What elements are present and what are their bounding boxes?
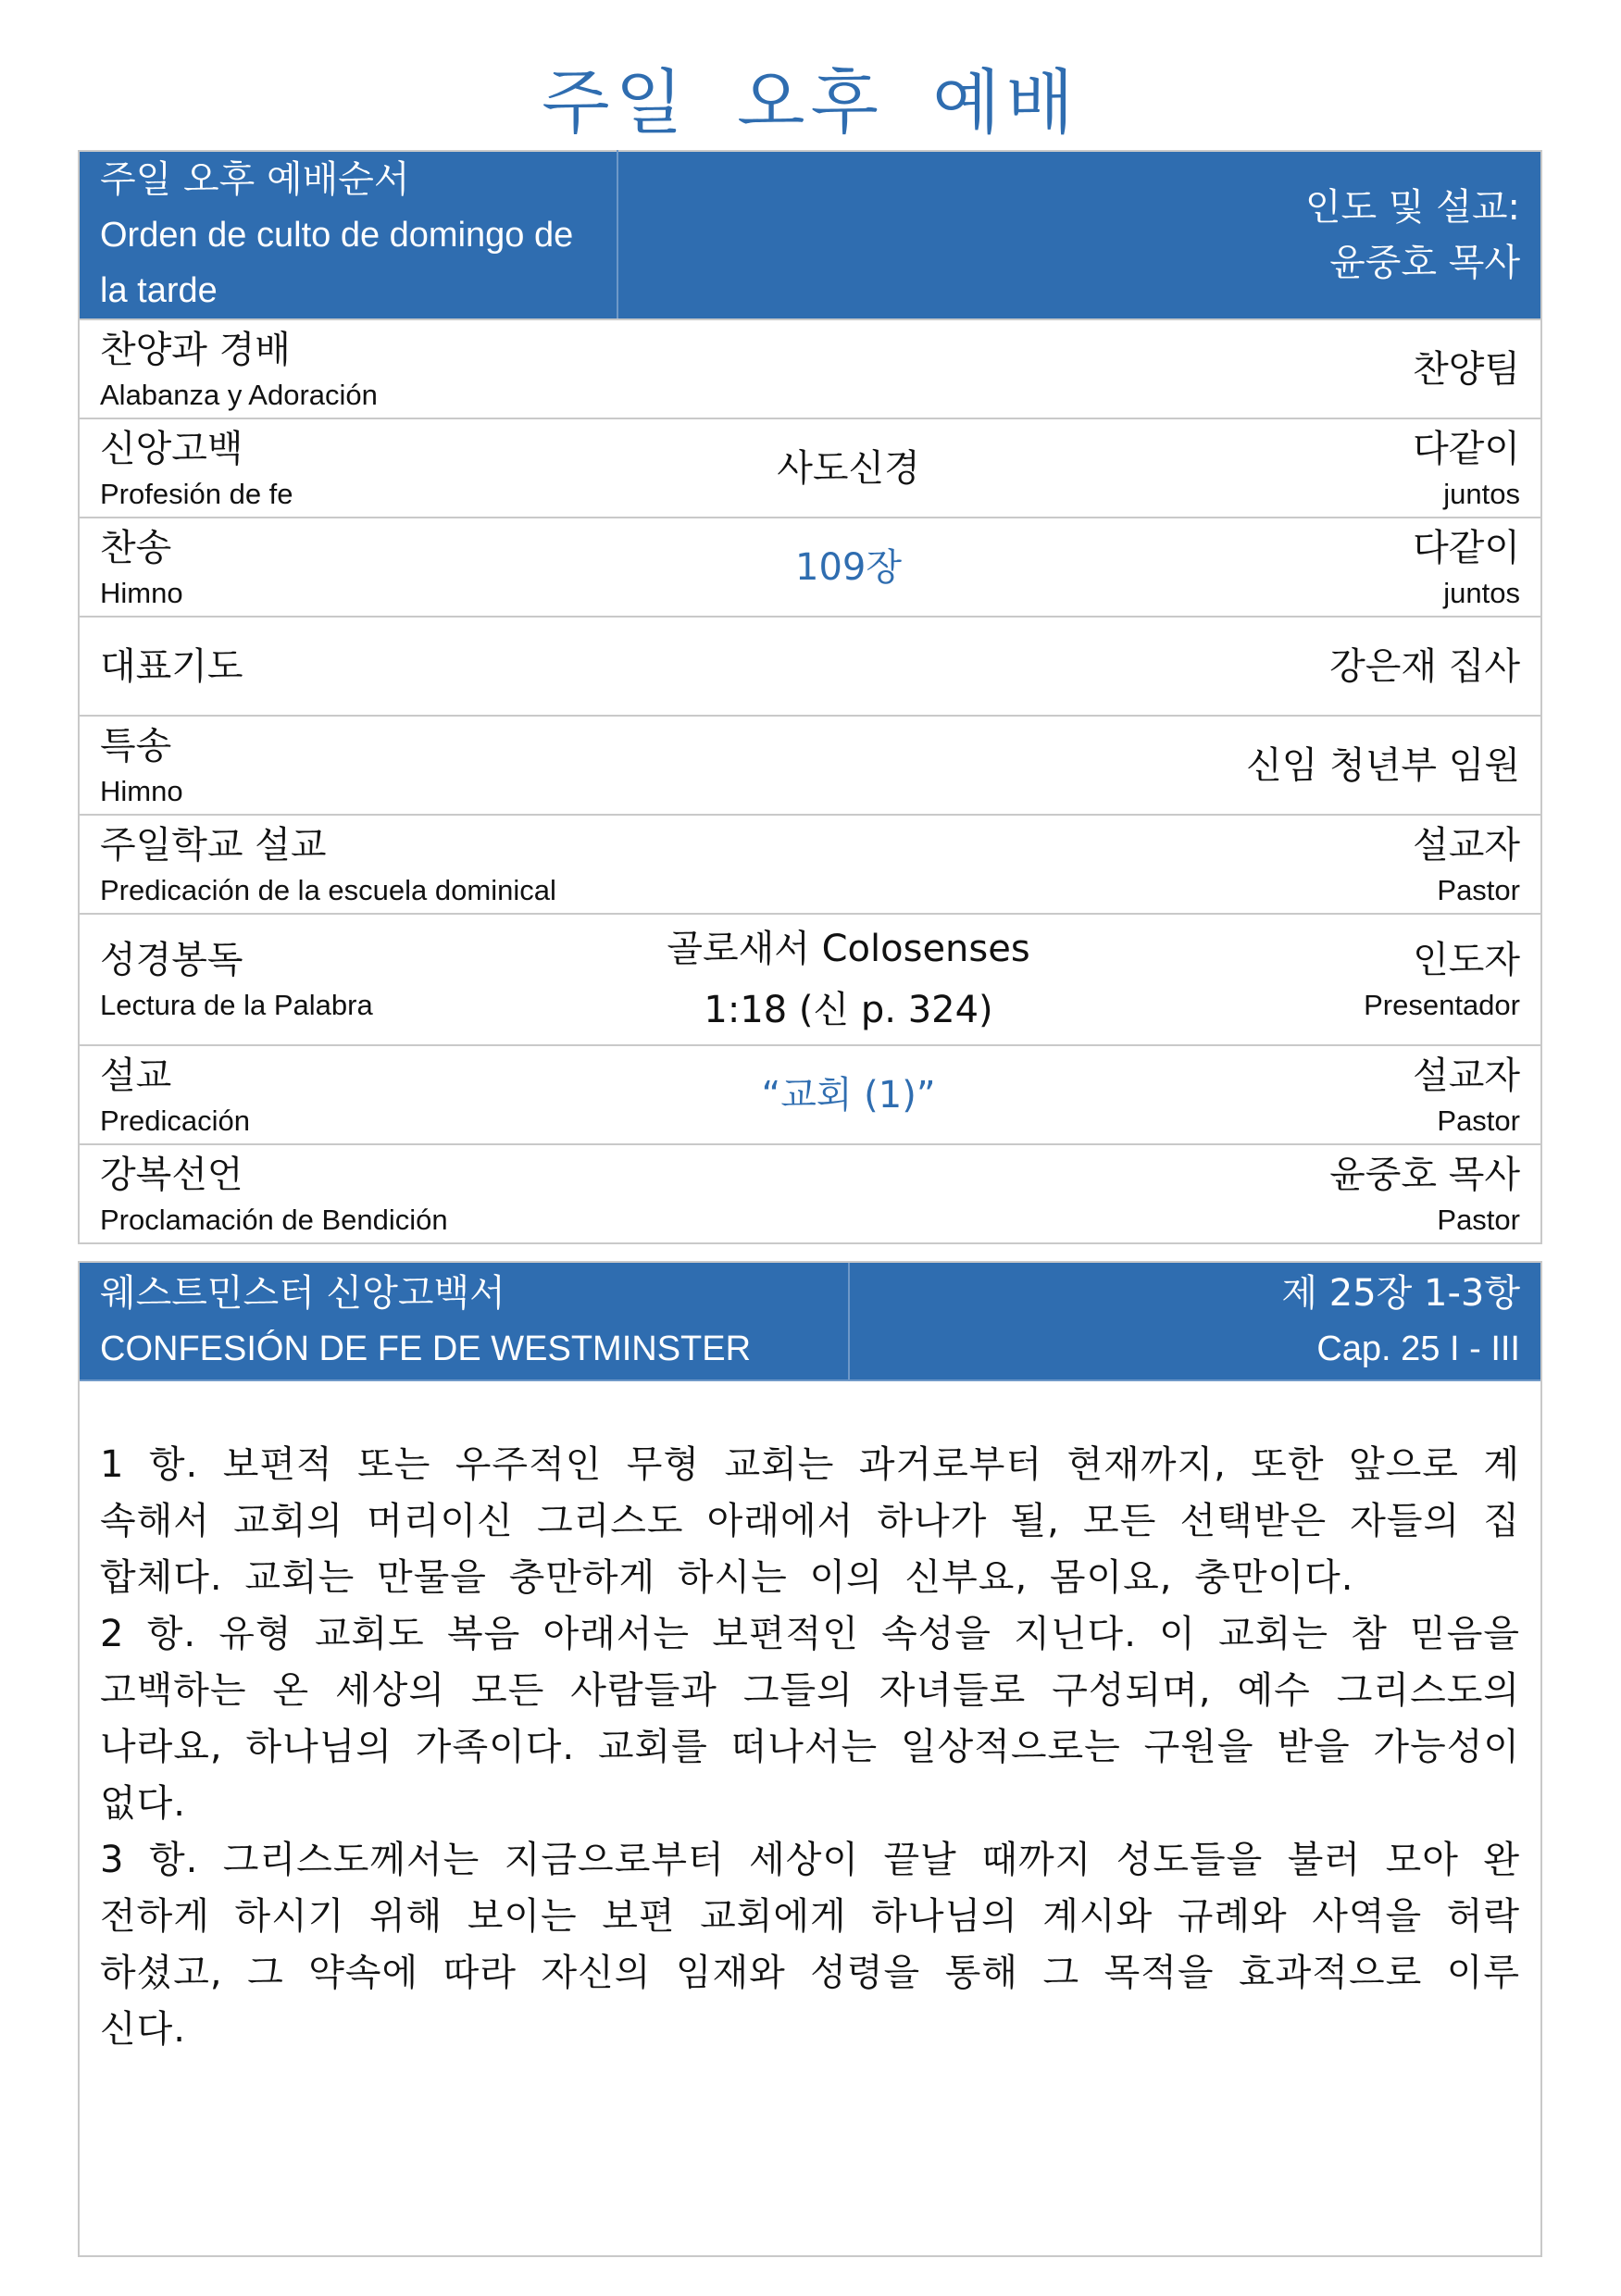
confession-header-left [80,1263,850,1379]
order-row-special-song [79,716,1541,815]
order-item-kr: 주일학교 설교 [100,823,327,867]
order-item-es: Profesión de fe [100,477,293,510]
order-leader-es: juntos [1443,576,1520,609]
order-leader-kr: 다같이 [1413,427,1520,470]
order-leader-kr: 신임 청년부 임원 [1246,743,1520,787]
order-item [79,617,617,716]
order-item-detail [617,319,1079,418]
order-item [79,815,1079,914]
order-leader-es: Pastor [1437,1203,1520,1236]
order-item-leader [1079,617,1541,716]
page-title: 주일 오후 예배 [542,61,1079,144]
order-detail-sermon-title: “교회 (1)” [761,1073,936,1117]
order-item-detail [617,1144,1079,1243]
order-item-es: Proclamación de Bendición [100,1203,448,1236]
confession-header [80,1263,1540,1381]
order-leader-kr: 인도자 [1413,939,1520,981]
confession-body [80,1381,1540,2058]
confession-paragraph-2: 2 항. 유형 교회도 복음 아래서는 보편적인 속성을 지닌다. 이 교회는 참 믿음을 고백하는 온 세상의 모든 사람들과 그들의 자녀들로 구성되며, 예수 그리스도의 나라요, 하나님의 가족이다. 교회를 떠나서는 일상적으로는 구원을 받을 가능성이 없다. [100,1613,1520,1825]
order-item-leader [1079,1045,1541,1144]
order-header-leader-label: 인도 및 설교: [1304,186,1520,229]
order-detail-hymn-number: 109장 [795,545,903,589]
order-item-leader [1079,518,1541,617]
order-leader-kr: 윤중호 목사 [1329,1153,1520,1196]
order-leader-kr: 강은재 집사 [1329,644,1520,688]
order-item-detail [617,914,1079,1045]
order-item-detail [617,518,1079,617]
order-header-left [79,151,617,319]
order-item [79,518,617,617]
order-item-es: Alabanza y Adoración [100,378,378,411]
confession-paragraph-1: 1 항. 보편적 또는 우주적인 무형 교회는 과거로부터 현재까지, 또한 앞으로 계속해서 교회의 머리이신 그리스도 아래에서 하나가 될, 모든 선택받은 자들의 집합체다. 교회는 만물을 충만하게 하시는 이의 신부요, 몸이요, 충만이다. [100,1443,1520,1599]
order-item [79,319,617,418]
confession-title-es: CONFESIÓN DE FE DE WESTMINSTER [100,1329,752,1368]
order-leader-es: Pastor [1437,873,1520,906]
order-item-es: Predicación de la escuela dominical [100,873,556,906]
order-leader-es: Presentador [1364,989,1520,1021]
order-row-prayer [79,617,1541,716]
order-item [79,716,617,815]
order-item-leader [1079,319,1541,418]
order-row-sunday-school-sermon [79,815,1541,914]
order-row-benediction [79,1144,1541,1243]
order-item-kr: 강복선언 [100,1153,243,1196]
order-leader-kr: 설교자 [1413,1054,1520,1097]
confession-title-kr: 웨스트민스터 신앙고백서 [100,1272,505,1315]
order-leader-kr: 다같이 [1413,526,1520,569]
order-header-title-kr: 주일 오후 예배순서 [100,158,410,201]
order-row-hymn [79,518,1541,617]
order-header-leader-name: 윤중호 목사 [1329,242,1520,284]
order-leader-es: juntos [1443,477,1520,510]
order-header-row [79,151,1541,319]
order-item-detail [617,418,1079,518]
order-leader-kr: 설교자 [1413,823,1520,867]
order-leader-kr: 찬양팀 [1413,347,1520,391]
order-item-kr: 찬양과 경배 [100,328,291,371]
confession-header-right [850,1263,1540,1379]
order-detail-text: 사도신경 [777,446,920,490]
order-row-scripture [79,914,1541,1045]
order-item-leader [1079,716,1541,815]
order-item-es: Predicación [100,1104,250,1137]
order-item-leader [1079,1144,1541,1243]
order-row-sermon [79,1045,1541,1144]
worship-order-table [78,150,1542,1244]
order-item [79,1045,617,1144]
order-leader-es: Pastor [1437,1104,1520,1137]
order-item-leader [1079,914,1541,1045]
order-item-es: Himno [100,774,183,807]
order-row-praise [79,319,1541,418]
order-header-title-es: Orden de culto de domingo de la tarde [100,216,574,310]
order-item-kr: 설교 [100,1054,172,1097]
order-item-leader [1079,418,1541,518]
order-row-profession [79,418,1541,518]
order-item-kr: 찬송 [100,526,172,569]
order-item-detail [617,716,1079,815]
order-item [79,418,617,518]
confession-paragraph-3: 3 항. 그리스도께서는 지금으로부터 세상이 끝날 때까지 성도들을 불러 모아 완전하게 하시기 위해 보이는 보편 교회에게 하나님의 계시와 규례와 사역을 허락하셨고, 그 약속에 따라 자신의 임재와 성령을 통해 그 목적을 효과적으로 이루신다. [100,1839,1520,2051]
order-header-right [617,151,1541,319]
order-item [79,1144,617,1243]
order-item-kr: 신앙고백 [100,427,243,470]
order-item-es: Himno [100,576,183,609]
westminster-confession-section [78,1261,1542,2257]
order-item-kr: 대표기도 [100,644,243,688]
confession-chapter-es: Cap. 25 I - III [1316,1329,1520,1368]
order-item-detail [617,617,1079,716]
confession-chapter-kr: 제 25장 1-3항 [1281,1272,1520,1315]
order-detail-verse: 1:18 (신 p. 324) [704,989,993,1031]
order-item-kr: 특송 [100,724,172,767]
order-item-detail [617,1045,1079,1144]
order-item-kr: 성경봉독 [100,939,243,981]
order-item-leader [1079,815,1541,914]
order-detail-book: 골로새서 Colosenses [667,928,1030,970]
order-item-es: Lectura de la Palabra [100,989,373,1021]
order-item [79,914,617,1045]
